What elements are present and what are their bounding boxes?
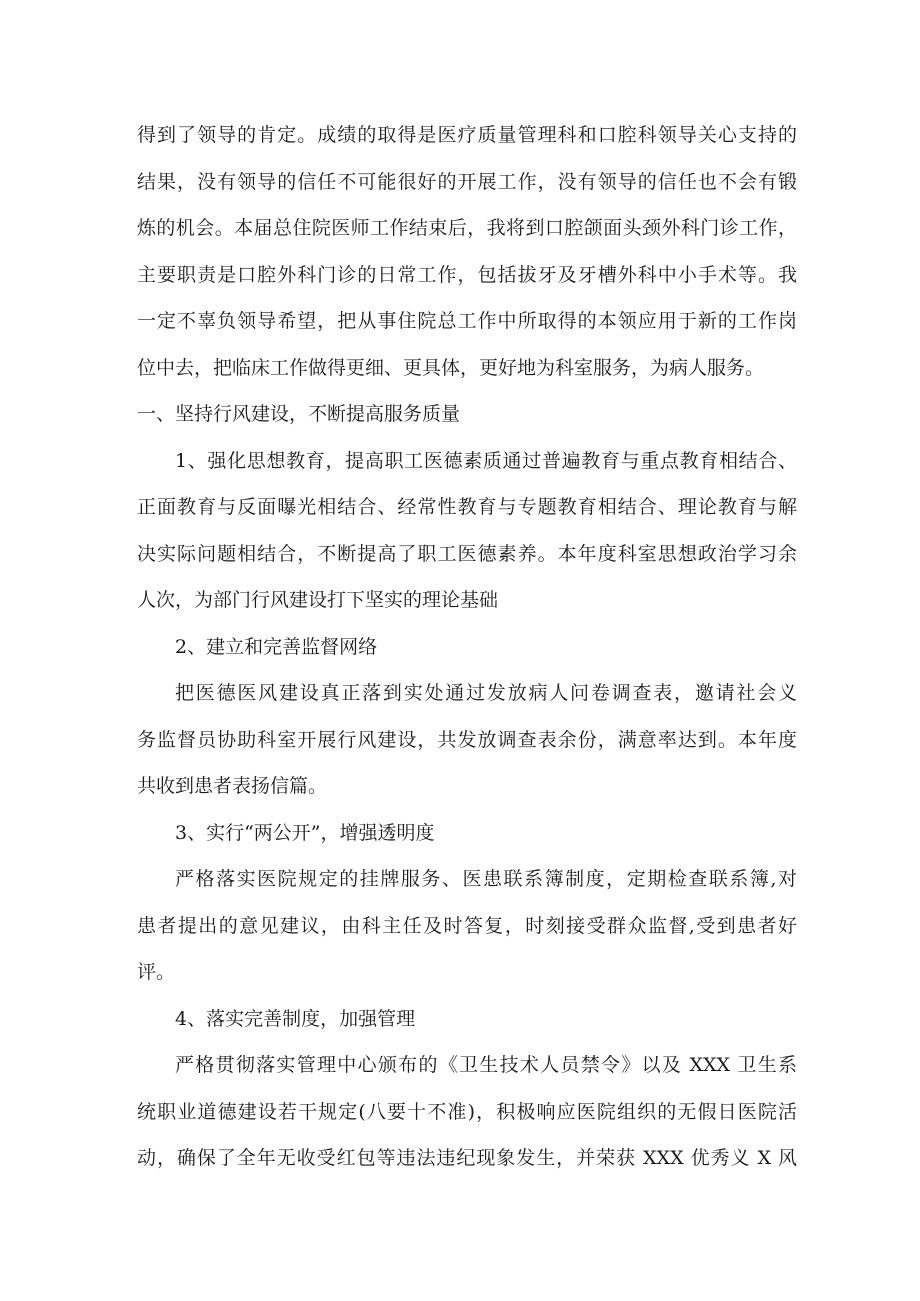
- text-line: 得到了领导的肯定。成绩的取得是医疗质量管理科和口腔科领导关心支持的: [137, 124, 797, 146]
- paragraph-item-4: [137, 1042, 797, 1182]
- text-line: 炼的机会。本届总住院医师工作结束后，我将到口腔颌面头颈外科门诊工作，: [137, 217, 797, 239]
- item-4-title: 4、落实完善制度，加强管理: [175, 1007, 416, 1030]
- text-line: 一定不辜负领导希望，把从事住院总工作中所取得的本领应用于新的工作岗: [137, 310, 797, 332]
- text-line: 位中去，把临床工作做得更细、更具体，更好地为科室服务，为病人服务。: [137, 356, 765, 379]
- paragraph-item-1: [137, 438, 797, 624]
- text-line: 务监督员协助科室开展行风建设，共发放调查表余份，满意率达到。本年度: [137, 728, 797, 751]
- text-line: 统职业道德建设若干规定(八要十不准)，积极响应医院组织的无假日医院活: [137, 1100, 797, 1123]
- text-line: 把医德医风建设真正落到实处通过发放病人问卷调查表，邀请社会义: [175, 682, 797, 704]
- text-line: 严格贯彻落实管理中心颁布的《卫生技术人员禁令》以及 XXX 卫生系: [175, 1054, 797, 1076]
- section-heading: 一、坚持行风建设，不断提高服务质量: [137, 403, 461, 425]
- item-2-title: 2、建立和完善监督网络: [175, 635, 378, 658]
- text-line: 严格落实医院规定的挂牌服务、医患联系簿制度，定期检查联系簿,对: [175, 868, 797, 890]
- paragraph-item-3: [137, 856, 797, 996]
- paragraph-intro: [137, 112, 797, 391]
- text-line: 结果，没有领导的信任不可能很好的开展工作，没有领导的信任也不会有锻: [137, 170, 797, 193]
- document-page: [137, 112, 797, 1182]
- text-line: 动，确保了全年无收受红包等违法违纪现象发生，并荣获 XXX 优秀义 X 风: [137, 1147, 797, 1169]
- text-line: 1、强化思想教育，提高职工医德素质通过普遍教育与重点教育相结合、: [175, 449, 797, 472]
- text-line: 决实际问题相结合，不断提高了职工医德素养。本年度科室思想政治学习余: [137, 542, 797, 565]
- paragraph-item-2: [137, 670, 797, 810]
- text-line: 共收到患者表扬信篇。: [137, 775, 328, 797]
- text-line: 正面教育与反面曝光相结合、经常性教育与专题教育相结合、理论教育与解: [137, 496, 797, 518]
- text-line: 人次，为部门行风建设打下坚实的理论基础: [137, 589, 499, 611]
- text-line: 评。: [137, 961, 176, 983]
- text-line: 患者提出的意见建议，由科主任及时答复，时刻接受群众监督,受到患者好: [137, 914, 797, 937]
- item-3-title: 3、实行“两公开”，增强透明度: [175, 821, 435, 844]
- text-line: 主要职责是口腔外科门诊的日常工作，包括拔牙及牙槽外科中小手术等。我: [137, 263, 797, 286]
